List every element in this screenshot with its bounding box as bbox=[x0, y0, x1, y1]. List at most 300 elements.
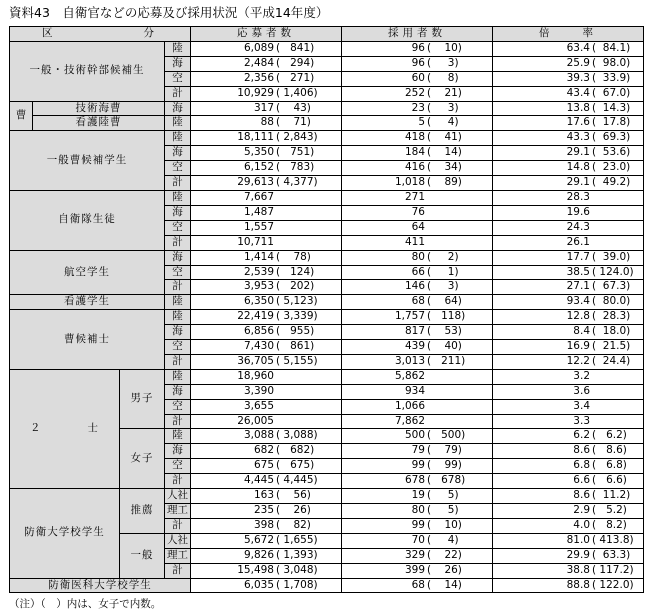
sub-label: 陸 bbox=[165, 116, 191, 131]
applicants-cell bbox=[191, 533, 342, 548]
sub-label: 計 bbox=[165, 86, 191, 101]
ratio-cell bbox=[493, 280, 644, 295]
applicants-cell bbox=[191, 205, 342, 220]
hired-cell-value: 3,013 bbox=[394, 354, 425, 367]
hired-cell bbox=[342, 295, 493, 310]
ratio-cell bbox=[493, 235, 644, 250]
ratio-cell-paren: ( 33.9) bbox=[592, 71, 631, 84]
hired-cell-value: 66 bbox=[411, 265, 425, 278]
applicants-cell bbox=[191, 86, 342, 101]
hired-cell-value: 1,757 bbox=[394, 310, 425, 323]
hired-cell-paren: ( 3) bbox=[427, 56, 459, 69]
subgroup-label: 男子 bbox=[120, 369, 165, 429]
ratio-cell bbox=[493, 444, 644, 459]
hired-cell bbox=[342, 131, 493, 146]
hired-cell-value: 80 bbox=[411, 504, 425, 516]
applicants-cell-paren: ( 26) bbox=[276, 504, 311, 516]
sub-label: 空 bbox=[165, 161, 191, 176]
hired-cell-value: 1,066 bbox=[394, 399, 425, 412]
table-row bbox=[10, 101, 644, 116]
hired-cell bbox=[342, 310, 493, 325]
ratio-cell-paren: ( 67.0) bbox=[592, 86, 631, 99]
ratio-cell-value: 3.2 bbox=[573, 369, 590, 382]
hired-cell-paren: ( 500) bbox=[427, 429, 466, 442]
hired-cell bbox=[342, 220, 493, 235]
hired-cell-value: 1,018 bbox=[394, 176, 425, 189]
applicants-cell bbox=[191, 563, 342, 578]
applicants-cell-value: 9,826 bbox=[243, 548, 274, 561]
sub-label: 空 bbox=[165, 71, 191, 86]
ratio-cell bbox=[493, 548, 644, 563]
sub-label: 理工 bbox=[165, 504, 191, 519]
ratio-cell-paren: ( 69.3) bbox=[592, 131, 631, 144]
ratio-cell-value: 17.7 bbox=[566, 250, 590, 263]
ratio-cell bbox=[493, 518, 644, 533]
ratio-cell bbox=[493, 295, 644, 310]
ratio-cell-value: 12.2 bbox=[566, 354, 590, 367]
applicants-cell-paren: ( 3,048) bbox=[276, 563, 318, 576]
applicants-cell bbox=[191, 429, 342, 444]
ratio-cell-value: 2.9 bbox=[573, 504, 590, 516]
hired-cell-value: 934 bbox=[404, 384, 425, 397]
applicants-cell-paren: ( 71) bbox=[276, 116, 311, 129]
ratio-cell bbox=[493, 131, 644, 146]
sub-label: 陸 bbox=[165, 41, 191, 56]
sub-label: 空 bbox=[165, 399, 191, 414]
hired-cell bbox=[342, 56, 493, 71]
group-label: 曹候補士 bbox=[10, 310, 165, 370]
applicants-cell-paren: ( 2,843) bbox=[276, 131, 318, 144]
hired-cell bbox=[342, 563, 493, 578]
applicants-cell-value: 682 bbox=[253, 444, 274, 457]
hired-cell bbox=[342, 548, 493, 563]
hired-cell-value: 68 bbox=[411, 295, 425, 308]
applicants-cell-value: 5,350 bbox=[243, 146, 274, 159]
hired-cell-paren: ( 5) bbox=[427, 504, 459, 516]
applicants-cell-paren: ( 43) bbox=[276, 101, 311, 114]
ratio-cell-value: 17.6 bbox=[566, 116, 590, 129]
group-label: 一般曹候補学生 bbox=[10, 131, 165, 191]
applicants-cell-value: 3,655 bbox=[243, 399, 274, 412]
applicants-cell-value: 675 bbox=[253, 459, 274, 472]
applicants-cell bbox=[191, 220, 342, 235]
applicants-cell-value: 7,667 bbox=[243, 190, 274, 203]
applicants-cell bbox=[191, 116, 342, 131]
ratio-cell-value: 63.4 bbox=[566, 41, 590, 54]
sub-label: 海 bbox=[165, 205, 191, 220]
hired-cell-paren: ( 64) bbox=[427, 295, 462, 308]
applicants-cell-paren: ( 3,088) bbox=[276, 429, 318, 442]
hired-cell-value: 80 bbox=[411, 250, 425, 263]
applicants-cell-value: 1,487 bbox=[243, 205, 274, 218]
ratio-cell bbox=[493, 86, 644, 101]
ratio-cell-paren: ( 122.0) bbox=[592, 578, 634, 591]
hired-cell bbox=[342, 161, 493, 176]
hired-cell bbox=[342, 518, 493, 533]
applicants-cell-paren: ( 56) bbox=[276, 489, 311, 502]
applicants-cell-paren: ( 4,377) bbox=[276, 176, 318, 189]
item-label: 技術海曹 bbox=[33, 101, 165, 116]
ratio-cell bbox=[493, 384, 644, 399]
hired-cell-value: 817 bbox=[404, 325, 425, 338]
applicants-cell-paren: ( 783) bbox=[276, 161, 315, 174]
header-category: 区 分 bbox=[10, 27, 191, 42]
ratio-cell bbox=[493, 533, 644, 548]
applicants-cell-value: 2,484 bbox=[243, 56, 274, 69]
page-title: 資料43 自衛官などの応募及び採用状況（平成14年度） bbox=[9, 5, 329, 20]
hired-cell bbox=[342, 205, 493, 220]
applicants-cell bbox=[191, 161, 342, 176]
applicants-cell-paren: ( 1,393) bbox=[276, 548, 318, 561]
applicants-cell-paren: ( 751) bbox=[276, 146, 315, 159]
hired-cell bbox=[342, 459, 493, 474]
ratio-cell bbox=[493, 205, 644, 220]
ratio-cell-paren: ( 413.8) bbox=[592, 533, 634, 546]
footnote: （注）（ ）内は、女子で内数。 bbox=[9, 598, 162, 610]
ratio-cell bbox=[493, 116, 644, 131]
hired-cell-paren: ( 2) bbox=[427, 250, 459, 263]
ratio-cell-value: 6.2 bbox=[573, 429, 590, 442]
hired-cell bbox=[342, 235, 493, 250]
ratio-cell bbox=[493, 265, 644, 280]
ratio-cell-value: 8.4 bbox=[573, 325, 590, 338]
hired-cell bbox=[342, 265, 493, 280]
applicants-cell bbox=[191, 474, 342, 489]
table-row bbox=[10, 116, 644, 131]
subgroup-label: 推薦 bbox=[120, 489, 165, 534]
hired-cell bbox=[342, 41, 493, 56]
hired-cell bbox=[342, 146, 493, 161]
sub-label: 陸 bbox=[165, 429, 191, 444]
applicants-cell bbox=[191, 384, 342, 399]
ratio-cell-value: 29.1 bbox=[566, 176, 590, 189]
applicants-cell bbox=[191, 295, 342, 310]
applicants-cell-value: 6,350 bbox=[243, 295, 274, 308]
hired-cell-value: 418 bbox=[404, 131, 425, 144]
applicants-cell-value: 235 bbox=[253, 504, 274, 516]
hired-cell-value: 500 bbox=[404, 429, 425, 442]
ratio-cell bbox=[493, 190, 644, 205]
ratio-cell-paren: ( 80.0) bbox=[592, 295, 631, 308]
table-row bbox=[10, 131, 644, 146]
ratio-cell bbox=[493, 220, 644, 235]
ratio-cell-paren: ( 8.2) bbox=[592, 518, 627, 531]
applicants-cell bbox=[191, 354, 342, 369]
applicants-cell bbox=[191, 310, 342, 325]
applicants-cell bbox=[191, 71, 342, 86]
applicants-cell-value: 15,498 bbox=[237, 563, 274, 576]
group-label: 航空学生 bbox=[10, 250, 165, 295]
hired-cell bbox=[342, 250, 493, 265]
sub-label: 計 bbox=[165, 176, 191, 191]
ratio-cell bbox=[493, 161, 644, 176]
applicants-cell bbox=[191, 504, 342, 519]
hired-cell bbox=[342, 176, 493, 191]
applicants-cell bbox=[191, 340, 342, 355]
applicants-cell bbox=[191, 444, 342, 459]
applicants-cell-value: 18,960 bbox=[237, 369, 274, 382]
table-row bbox=[10, 250, 644, 265]
ratio-cell bbox=[493, 369, 644, 384]
ratio-cell-value: 93.4 bbox=[566, 295, 590, 308]
ratio-cell-value: 27.1 bbox=[566, 280, 590, 293]
hired-cell-paren: ( 14) bbox=[427, 578, 462, 591]
applicants-cell-paren: ( 841) bbox=[276, 41, 315, 54]
applicants-cell bbox=[191, 578, 342, 593]
ratio-cell bbox=[493, 340, 644, 355]
ratio-cell-paren: ( 6.2) bbox=[592, 429, 627, 442]
hired-cell bbox=[342, 429, 493, 444]
applicants-cell bbox=[191, 250, 342, 265]
hired-cell bbox=[342, 444, 493, 459]
hired-cell-value: 146 bbox=[404, 280, 425, 293]
hired-cell-value: 96 bbox=[411, 56, 425, 69]
applicants-cell-value: 22,419 bbox=[237, 310, 274, 323]
ratio-cell-value: 13.8 bbox=[566, 101, 590, 114]
ratio-cell bbox=[493, 56, 644, 71]
applicants-cell-paren: ( 294) bbox=[276, 56, 315, 69]
table-row bbox=[10, 295, 644, 310]
ratio-cell-value: 25.9 bbox=[566, 56, 590, 69]
hired-cell-paren: ( 5) bbox=[427, 489, 459, 502]
hired-cell-paren: ( 41) bbox=[427, 131, 462, 144]
ratio-cell bbox=[493, 399, 644, 414]
ratio-cell-value: 6.8 bbox=[573, 459, 590, 472]
applicants-cell-value: 6,089 bbox=[243, 41, 274, 54]
ratio-cell-paren: ( 98.0) bbox=[592, 56, 631, 69]
group-label: 防衛大学校学生 bbox=[10, 489, 120, 578]
sub-label: 計 bbox=[165, 414, 191, 429]
ratio-cell-value: 16.9 bbox=[566, 340, 590, 353]
hired-cell-value: 439 bbox=[404, 340, 425, 353]
ratio-cell-paren: ( 17.8) bbox=[592, 116, 631, 129]
ratio-cell-value: 4.0 bbox=[573, 518, 590, 531]
applicants-cell-value: 3,088 bbox=[243, 429, 274, 442]
table-row bbox=[10, 578, 644, 593]
hired-cell-value: 79 bbox=[411, 444, 425, 457]
ratio-cell-value: 8.6 bbox=[573, 444, 590, 457]
sub-label: 人社 bbox=[165, 489, 191, 504]
ratio-cell-paren: ( 8.6) bbox=[592, 444, 627, 457]
ratio-cell-paren: ( 14.3) bbox=[592, 101, 631, 114]
hired-cell bbox=[342, 504, 493, 519]
hired-cell-value: 7,862 bbox=[394, 414, 425, 427]
applicants-cell-value: 2,356 bbox=[243, 71, 274, 84]
applicants-cell bbox=[191, 176, 342, 191]
ratio-cell bbox=[493, 310, 644, 325]
applicants-cell-value: 2,539 bbox=[243, 265, 274, 278]
ratio-cell-value: 38.8 bbox=[566, 563, 590, 576]
ratio-cell-value: 6.6 bbox=[573, 474, 590, 487]
ratio-cell-value: 43.4 bbox=[566, 86, 590, 99]
hired-cell-value: 96 bbox=[411, 41, 425, 54]
hired-cell-value: 411 bbox=[404, 235, 425, 248]
ratio-cell bbox=[493, 146, 644, 161]
ratio-cell bbox=[493, 474, 644, 489]
hired-cell-paren: ( 3) bbox=[427, 280, 459, 293]
sub-label: 計 bbox=[165, 563, 191, 578]
applicants-cell bbox=[191, 369, 342, 384]
ratio-cell bbox=[493, 101, 644, 116]
hired-cell bbox=[342, 340, 493, 355]
header-hired: 採用者数 bbox=[342, 27, 493, 42]
hired-cell-paren: ( 10) bbox=[427, 41, 462, 54]
hired-cell bbox=[342, 116, 493, 131]
sub-label: 空 bbox=[165, 340, 191, 355]
applicants-cell-paren: ( 124) bbox=[276, 265, 315, 278]
applicants-cell bbox=[191, 548, 342, 563]
sub-label: 空 bbox=[165, 265, 191, 280]
ratio-cell-value: 14.8 bbox=[566, 161, 590, 174]
applicants-cell bbox=[191, 56, 342, 71]
sub-label: 海 bbox=[165, 56, 191, 71]
applicants-cell-paren: ( 271) bbox=[276, 71, 315, 84]
applicants-cell-paren: ( 5,155) bbox=[276, 354, 318, 367]
hired-cell-paren: ( 21) bbox=[427, 86, 462, 99]
applicants-cell bbox=[191, 101, 342, 116]
applicants-cell bbox=[191, 190, 342, 205]
hired-cell-value: 5 bbox=[418, 116, 425, 129]
applicants-cell-value: 18,111 bbox=[237, 131, 274, 144]
ratio-cell-paren: ( 11.2) bbox=[592, 489, 631, 502]
ratio-cell-value: 88.8 bbox=[566, 578, 590, 591]
applicants-cell bbox=[191, 489, 342, 504]
hired-cell-paren: ( 99) bbox=[427, 459, 462, 472]
sub-label: 陸 bbox=[165, 190, 191, 205]
sub-label: 陸 bbox=[165, 369, 191, 384]
ratio-cell-value: 3.6 bbox=[573, 384, 590, 397]
hired-cell-value: 68 bbox=[411, 578, 425, 591]
ratio-cell-value: 39.3 bbox=[566, 71, 590, 84]
hired-cell-paren: ( 53) bbox=[427, 325, 462, 338]
table-row bbox=[10, 310, 644, 325]
hired-cell-value: 23 bbox=[411, 101, 425, 114]
hired-cell-value: 399 bbox=[404, 563, 425, 576]
header-ratio: 倍 率 bbox=[493, 27, 644, 42]
sub-label: 計 bbox=[165, 280, 191, 295]
applicants-cell bbox=[191, 399, 342, 414]
applicants-cell-value: 317 bbox=[253, 101, 274, 114]
sub-label: 計 bbox=[165, 354, 191, 369]
sub-label: 海 bbox=[165, 325, 191, 340]
hired-cell-value: 60 bbox=[411, 71, 425, 84]
hired-cell-value: 184 bbox=[404, 146, 425, 159]
ratio-cell bbox=[493, 176, 644, 191]
sub-label: 人社 bbox=[165, 533, 191, 548]
ratio-cell bbox=[493, 504, 644, 519]
ratio-cell-value: 3.3 bbox=[573, 414, 590, 427]
ratio-cell bbox=[493, 414, 644, 429]
applicants-cell-value: 29,613 bbox=[237, 176, 274, 189]
ratio-cell-value: 38.5 bbox=[566, 265, 590, 278]
hired-cell-value: 19 bbox=[411, 489, 425, 502]
applicants-cell bbox=[191, 280, 342, 295]
ratio-cell-value: 29.1 bbox=[566, 146, 590, 159]
ratio-cell-value: 81.0 bbox=[566, 533, 590, 546]
applicants-cell-paren: ( 4,445) bbox=[276, 474, 318, 487]
applicants-cell-value: 4,445 bbox=[243, 474, 274, 487]
group-label: 防衛医科大学校学生 bbox=[10, 578, 191, 593]
sub-label: 計 bbox=[165, 474, 191, 489]
ratio-cell-paren: ( 24.4) bbox=[592, 354, 631, 367]
applicants-cell-paren: ( 861) bbox=[276, 340, 315, 353]
hired-cell-value: 329 bbox=[404, 548, 425, 561]
sub-label: 海 bbox=[165, 101, 191, 116]
applicants-cell-value: 5,672 bbox=[243, 533, 274, 546]
applicants-cell bbox=[191, 146, 342, 161]
applicants-cell-value: 10,711 bbox=[237, 235, 274, 248]
group-label: 自衛隊生徒 bbox=[10, 190, 165, 250]
hired-cell-paren: ( 1) bbox=[427, 265, 459, 278]
hired-cell bbox=[342, 280, 493, 295]
table-body bbox=[10, 41, 644, 593]
hired-cell-paren: ( 22) bbox=[427, 548, 462, 561]
ratio-cell-paren: ( 49.2) bbox=[592, 176, 631, 189]
applicants-cell-value: 163 bbox=[253, 489, 274, 502]
ratio-cell-value: 3.4 bbox=[573, 399, 590, 412]
ratio-cell-paren: ( 5.2) bbox=[592, 504, 627, 516]
ratio-cell-paren: ( 23.0) bbox=[592, 161, 631, 174]
ratio-cell bbox=[493, 71, 644, 86]
hired-cell-value: 99 bbox=[411, 459, 425, 472]
hired-cell bbox=[342, 354, 493, 369]
sub-label: 陸 bbox=[165, 131, 191, 146]
hired-cell bbox=[342, 578, 493, 593]
sub-label: 空 bbox=[165, 220, 191, 235]
hired-cell bbox=[342, 414, 493, 429]
ratio-cell bbox=[493, 459, 644, 474]
hired-cell-value: 76 bbox=[411, 205, 425, 218]
hired-cell-paren: ( 118) bbox=[427, 310, 466, 323]
applicants-cell-paren: ( 1,406) bbox=[276, 86, 318, 99]
table-row bbox=[10, 369, 644, 384]
table-row bbox=[10, 41, 644, 56]
hired-cell bbox=[342, 190, 493, 205]
hired-cell-paren: ( 678) bbox=[427, 474, 466, 487]
sub-label: 陸 bbox=[165, 295, 191, 310]
hired-cell-paren: ( 211) bbox=[427, 354, 466, 367]
applicants-cell bbox=[191, 235, 342, 250]
ratio-cell-paren: ( 124.0) bbox=[592, 265, 634, 278]
hired-cell-paren: ( 8) bbox=[427, 71, 459, 84]
hired-cell-value: 99 bbox=[411, 518, 425, 531]
ratio-cell-paren: ( 117.2) bbox=[592, 563, 634, 576]
hired-cell-value: 70 bbox=[411, 533, 425, 546]
hired-cell bbox=[342, 489, 493, 504]
applicants-cell bbox=[191, 131, 342, 146]
hired-cell-value: 252 bbox=[404, 86, 425, 99]
ratio-cell bbox=[493, 429, 644, 444]
ratio-cell bbox=[493, 325, 644, 340]
applicants-cell-value: 1,414 bbox=[243, 250, 274, 263]
ratio-cell-value: 24.3 bbox=[566, 220, 590, 233]
subgroup-label: 女子 bbox=[120, 429, 165, 489]
hired-cell-paren: ( 26) bbox=[427, 563, 462, 576]
applicants-cell bbox=[191, 414, 342, 429]
ratio-cell-value: 29.9 bbox=[566, 548, 590, 561]
ratio-cell bbox=[493, 563, 644, 578]
ratio-cell-value: 26.1 bbox=[566, 235, 590, 248]
hired-cell-value: 416 bbox=[404, 161, 425, 174]
applicants-cell-value: 36,705 bbox=[237, 354, 274, 367]
applicants-cell-value: 3,390 bbox=[243, 384, 274, 397]
hired-cell bbox=[342, 325, 493, 340]
ratio-cell-paren: ( 18.0) bbox=[592, 325, 631, 338]
table-row bbox=[10, 190, 644, 205]
ratio-cell-paren: ( 6.8) bbox=[592, 459, 627, 472]
applicants-cell-value: 6,856 bbox=[243, 325, 274, 338]
ratio-cell bbox=[493, 41, 644, 56]
